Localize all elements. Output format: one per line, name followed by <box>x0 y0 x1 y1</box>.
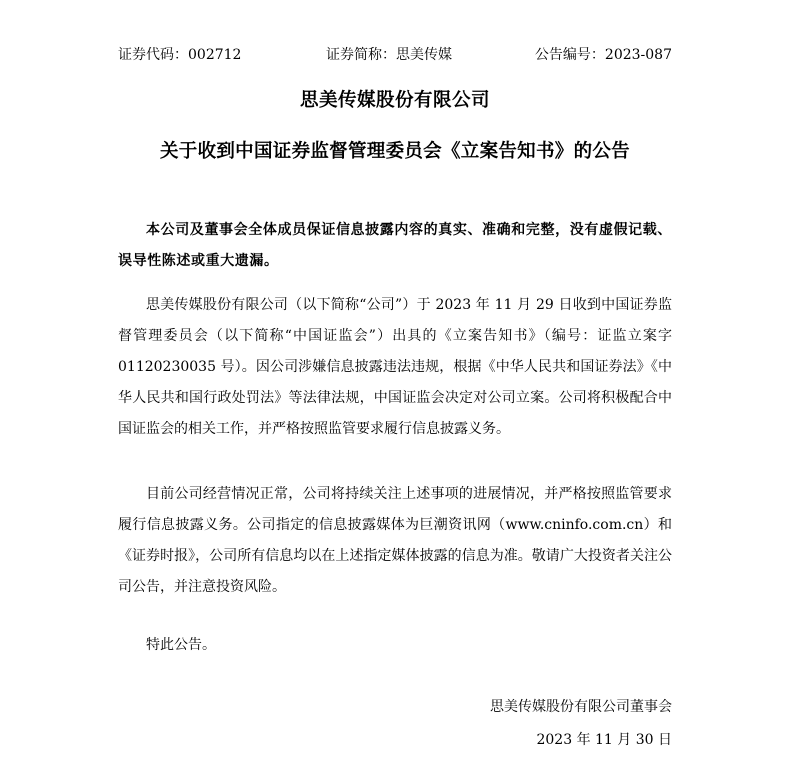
signer: 思美传媒股份有限公司董事会 <box>490 699 672 715</box>
stock-abbreviation: 证券简称：思美传媒 <box>326 47 452 63</box>
stock-code: 证券代码：002712 <box>118 47 242 63</box>
notice-number: 公告编号：2023-087 <box>534 47 672 63</box>
statement-text: 本公司及董事会全体成员保证信息披露内容的真实、准确和完整，没有虚假记载、误导性陈述或重大遗漏。 <box>118 222 672 269</box>
company-title: 思美传媒股份有限公司 <box>299 90 490 111</box>
paragraph-1 <box>118 290 672 445</box>
closing-text: 特此公告。 <box>146 637 216 653</box>
paragraph-text: 思美传媒股份有限公司（以下简称“公司”）于 2023 年 11 月 29 日收到中国证券监督管理委员会（以下简称“中国证监会”）出具的《立案告知书》（编号：证监立案字 01120230035 号）。因公司涉嫌信息披露违法违规，根据《中华人民共和国证券法》《中华人民共和国行政处罚法》等法律法规，中国证监会决定对公司立案。公司将积极配合中国证监会的相关工作，并严格按照监管要求履行信息披露义务。 <box>118 297 672 437</box>
document-header <box>118 44 672 66</box>
paragraph-2 <box>118 479 672 603</box>
signature-date: 2023 年 11 月 30 日 <box>536 732 672 748</box>
notice-title: 关于收到中国证券监督管理委员会《立案告知书》的公告 <box>159 141 630 162</box>
paragraph-text: 目前公司经营情况正常，公司将持续关注上述事项的进展情况，并严格按照监管要求履行信息披露义务。公司指定的信息披露媒体为巨潮资讯网（www.cninfo.com.cn）和《证券时报》，公司所有信息均以在上述指定媒体披露的信息为准。敬请广大投资者关注公司公告，并注意投资风险。 <box>118 486 672 595</box>
disclosure-statement <box>118 215 672 277</box>
closing-remark <box>118 630 672 661</box>
